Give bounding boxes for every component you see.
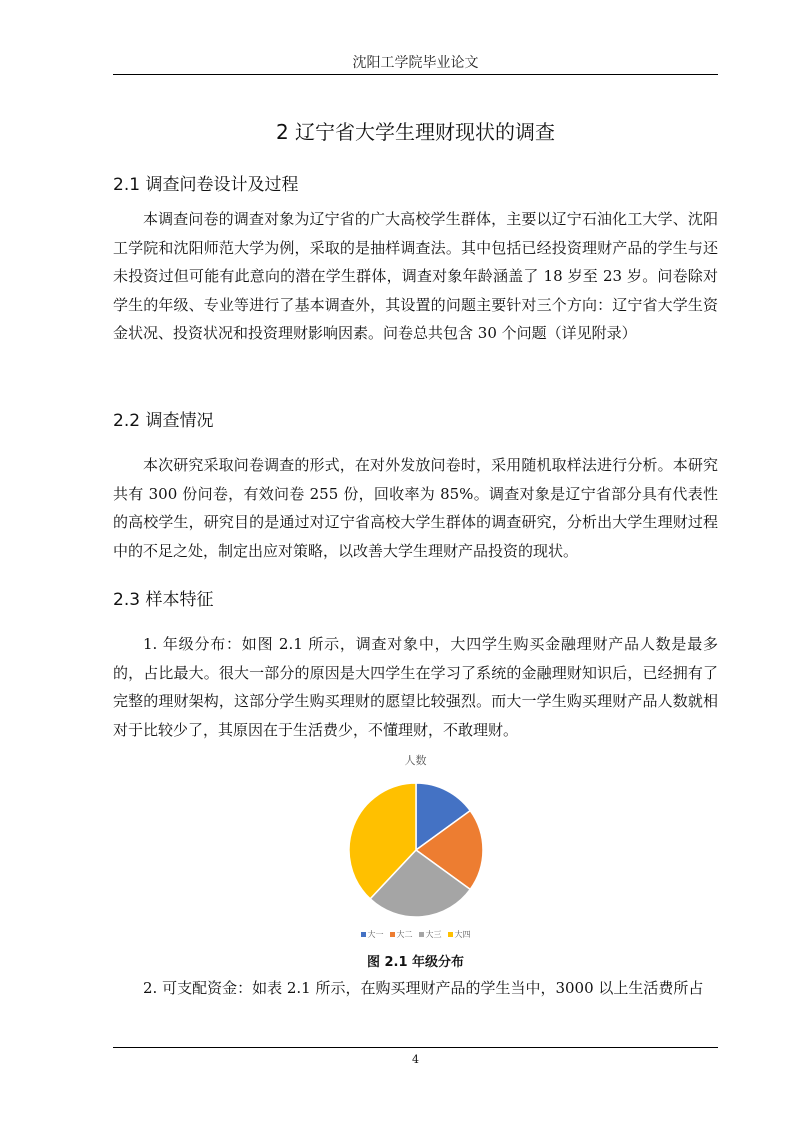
pie-chart bbox=[346, 780, 486, 920]
header-rule bbox=[113, 74, 718, 75]
chapter-title: 2 辽宁省大学生理财现状的调查 bbox=[275, 120, 556, 144]
footer-rule bbox=[113, 1047, 718, 1048]
legend-label: 大四 bbox=[454, 930, 471, 939]
legend-item bbox=[361, 929, 384, 940]
legend-swatch bbox=[419, 932, 424, 937]
paragraph: 本次研究采取问卷调查的形式，在对外发放问卷时，采用随机取样法进行分析。本研究共有 300 份问卷，有效问卷 255 份，回收率为 85%。调查对象是辽宁省部分具有代表性的高校学生，研究目的是通过对辽宁省高校大学生群体的调查研究，分析出大学生理财过程中的不足之处，制定出应对策略，以改善大学生理财产品投资的现状。 bbox=[113, 456, 718, 560]
figure-caption: 图 2.1 年级分布 bbox=[366, 955, 465, 970]
paragraph: 2. 可支配资金：如表 2.1 所示，在购买理财产品的学生当中，3000 以上生活费所占 bbox=[143, 979, 704, 997]
section-title-2-2: 2.2 调查情况 bbox=[113, 411, 214, 431]
legend-label: 大二 bbox=[396, 930, 413, 939]
section-title-2-1: 2.1 调查问卷设计及过程 bbox=[113, 175, 299, 195]
legend-item bbox=[390, 929, 413, 940]
paragraph: 1. 年级分布：如图 2.1 所示，调查对象中，大四学生购买金融理财产品人数是最多的，占比最大。很大一部分的原因是大四学生在学习了系统的金融理财知识后，已经拥有了完整的理财架构，这部分学生购买理财的愿望比较强烈。而大一学生购买理财产品人数就相对于比较少了，其原因在于生活费少，不懂理财，不敢理财。 bbox=[113, 635, 718, 739]
chart-legend bbox=[113, 929, 718, 940]
legend-label: 大三 bbox=[425, 930, 442, 939]
legend-item bbox=[448, 929, 471, 940]
legend-item bbox=[419, 929, 442, 940]
paragraph: 本调查问卷的调查对象为辽宁省的广大高校学生群体，主要以辽宁石油化工大学、沈阳工学院和沈阳师范大学为例，采取的是抽样调查法。其中包括已经投资理财产品的学生与还未投资过但可能有此意向的潜在学生群体，调查对象年龄涵盖了 18 岁至 23 岁。问卷除对学生的年级、专业等进行了基本调查外，其设置的问题主要针对三个方向：辽宁省大学生资金状况、投资状况和投资理财影响因素。问卷总共包含 30 个问题（详见附录） bbox=[113, 210, 718, 342]
legend-swatch bbox=[390, 932, 395, 937]
section-title-2-3: 2.3 样本特征 bbox=[113, 590, 214, 610]
chart-title: 人数 bbox=[404, 754, 427, 767]
page-number: 4 bbox=[412, 1053, 419, 1066]
running-header: 沈阳工学院毕业论文 bbox=[352, 55, 479, 71]
legend-swatch bbox=[361, 932, 366, 937]
legend-label: 大一 bbox=[367, 930, 384, 939]
legend-swatch bbox=[448, 932, 453, 937]
